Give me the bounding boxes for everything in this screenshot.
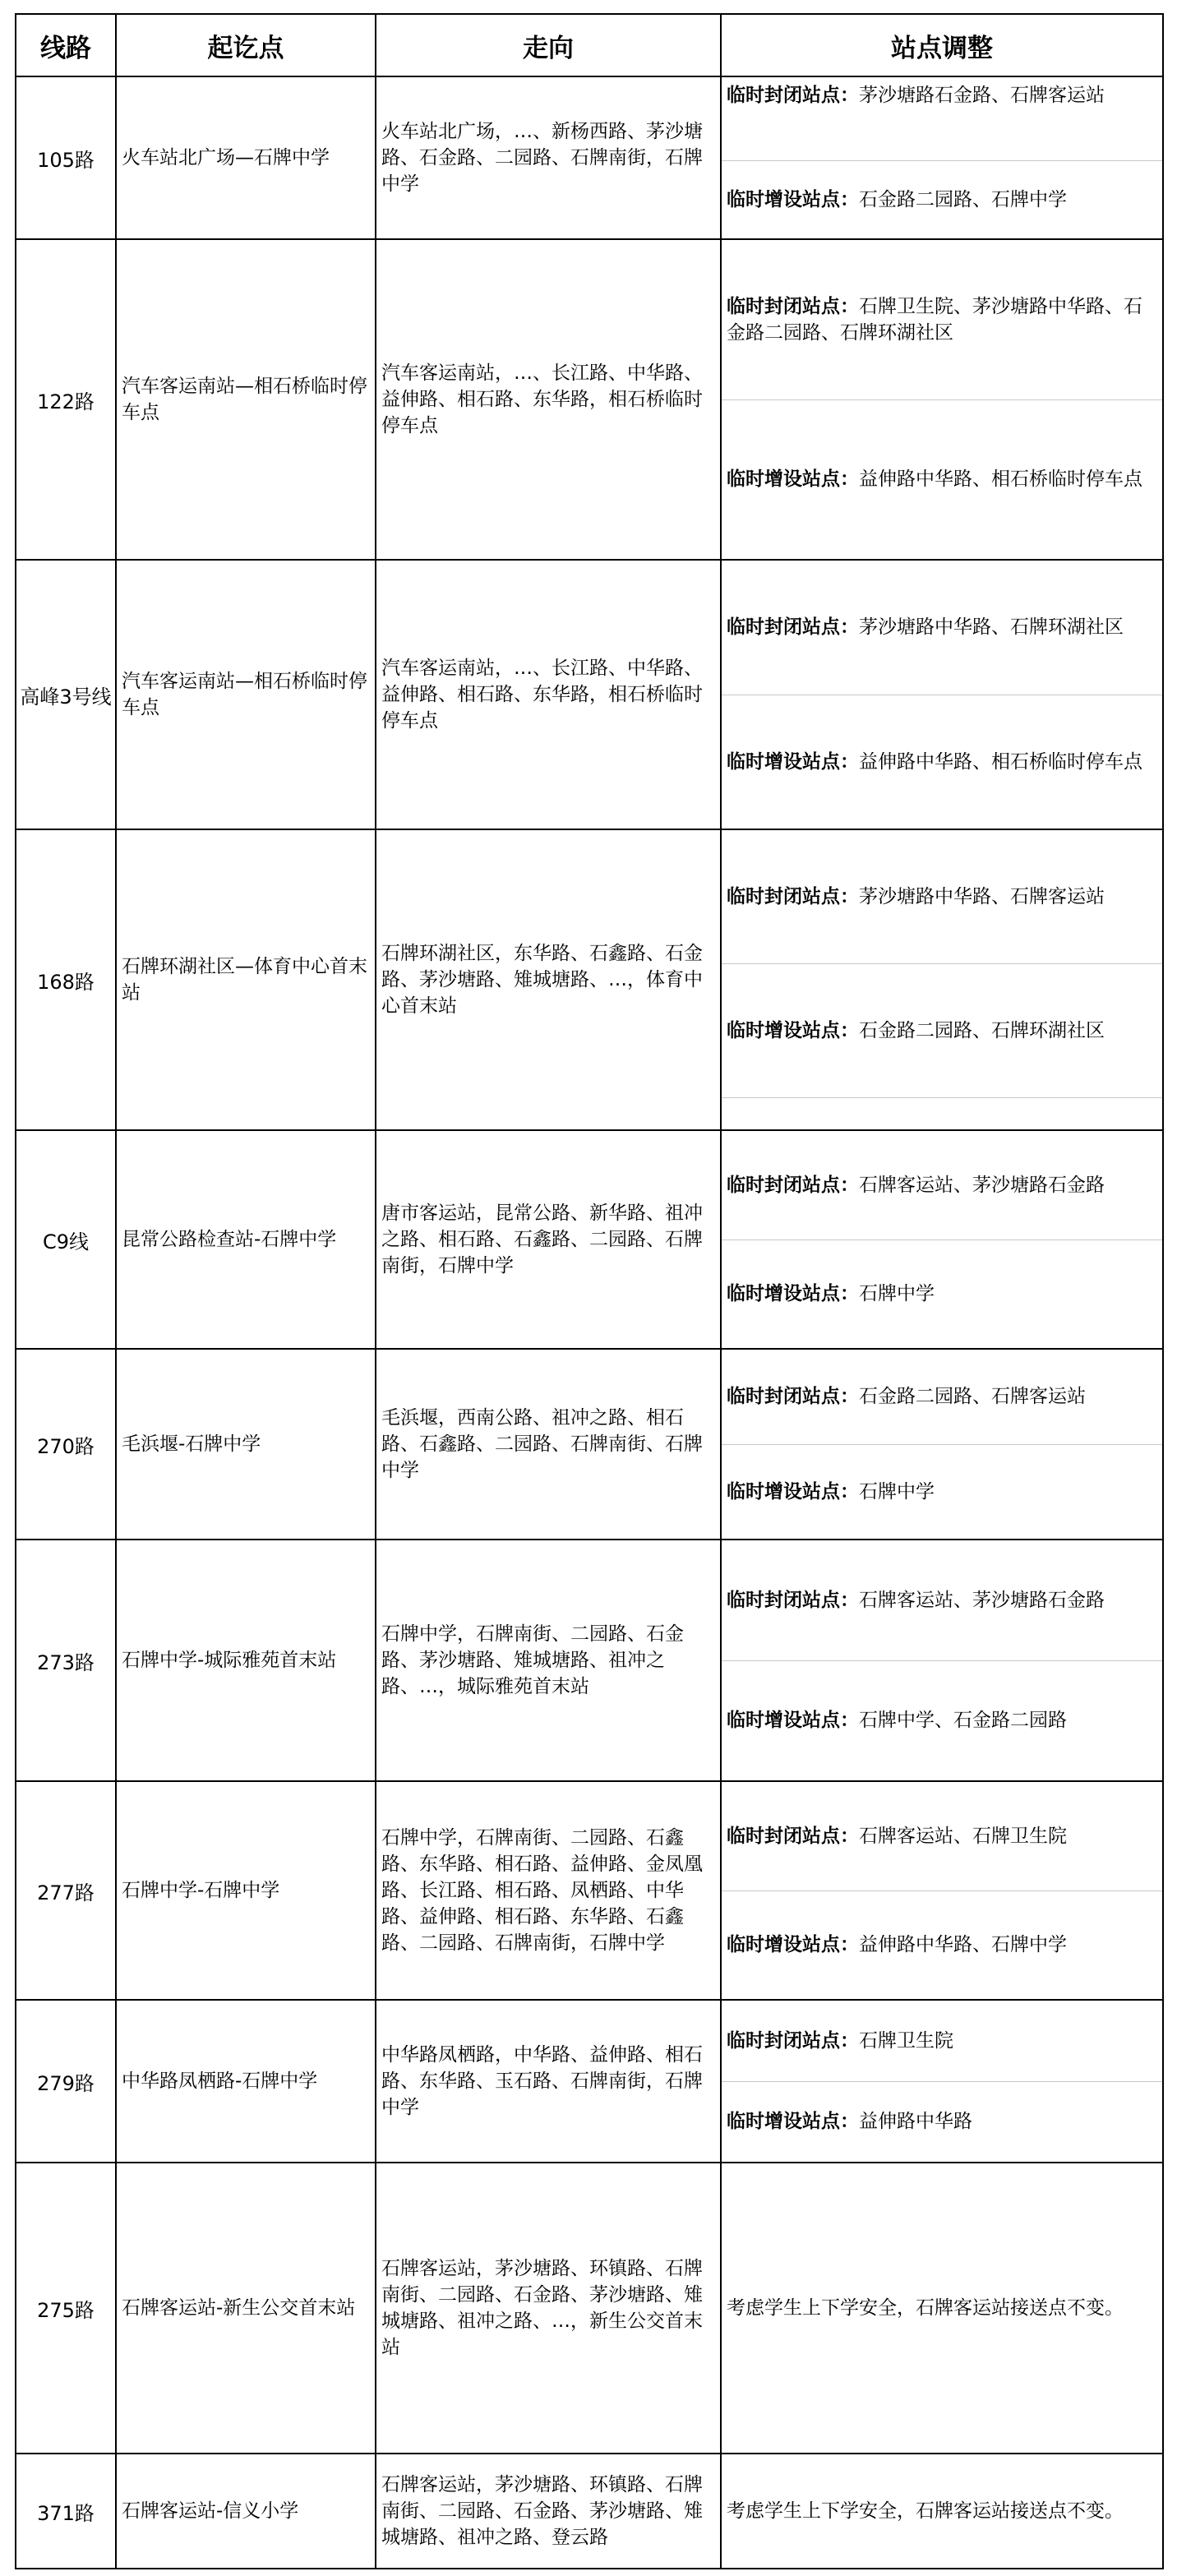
added-label: 临时增设站点： <box>727 750 859 773</box>
header-route: 走向 <box>376 14 721 76</box>
route-cell: 汽车客运南站，…、长江路、中华路、益伸路、相石路、东华路，相石桥临时停车点 <box>376 239 721 560</box>
added-value: 石金路二园路、石牌环湖社区 <box>859 1020 1105 1041</box>
closed-value: 石牌卫生院、茅沙塘路中华路、石金路二园路、石牌环湖社区 <box>727 295 1142 344</box>
route-cell: 石牌客运站，茅沙塘路、环镇路、石牌南街、二园路、石金路、茅沙塘路、雉城塘路、祖冲之路、…，新生公交首末站 <box>376 2163 721 2454</box>
added-stops <box>722 964 1162 1098</box>
line-cell: 371路 <box>16 2454 116 2569</box>
ends-cell: 石牌客运站-信义小学 <box>116 2454 376 2569</box>
closed-stops <box>722 1540 1162 1661</box>
ends-cell: 石牌中学-石牌中学 <box>116 1781 376 2000</box>
line-cell: C9线 <box>16 1130 116 1349</box>
line-cell: 122路 <box>16 239 116 560</box>
adjustment-cell <box>721 1349 1163 1540</box>
line-cell: 279路 <box>16 2000 116 2163</box>
added-stops <box>722 161 1162 239</box>
adjustment-cell <box>721 1130 1163 1349</box>
adjustment-cell <box>721 1781 1163 2000</box>
note-text: 考虑学生上下学安全，石牌客运站接送点不变。 <box>727 2500 1124 2522</box>
adjustment-cell <box>721 239 1163 560</box>
closed-value: 茅沙塘路中华路、石牌环湖社区 <box>859 616 1124 639</box>
closed-value: 石牌客运站、茅沙塘路石金路 <box>859 1174 1105 1196</box>
ends-cell: 石牌中学-城际雅苑首末站 <box>116 1540 376 1781</box>
route-cell: 火车站北广场，…、新杨西路、茅沙塘路、石金路、二园路、石牌南街，石牌中学 <box>376 76 721 239</box>
ends-cell: 石牌环湖社区—体育中心首末站 <box>116 829 376 1130</box>
adjustment-cell <box>721 829 1163 1130</box>
ends-cell: 汽车客运南站—相石桥临时停车点 <box>116 560 376 829</box>
closed-label: 临时封闭站点： <box>727 1386 859 1408</box>
line-cell: 高峰3号线 <box>16 560 116 829</box>
added-label: 临时增设站点： <box>727 2111 859 2133</box>
closed-label: 临时封闭站点： <box>727 2029 859 2052</box>
added-label: 临时增设站点： <box>727 188 859 210</box>
table-row <box>16 2000 1163 2163</box>
closed-label: 临时封闭站点： <box>727 1174 859 1196</box>
adjustment-cell <box>721 1540 1163 1781</box>
table-row <box>16 1781 1163 2000</box>
added-label: 临时增设站点： <box>727 1283 859 1305</box>
route-cell: 汽车客运南站，…、长江路、中华路、益伸路、相石路、东华路，相石桥临时停车点 <box>376 560 721 829</box>
ends-cell: 火车站北广场—石牌中学 <box>116 76 376 239</box>
closed-value: 石牌卫生院 <box>859 2029 953 2052</box>
added-stops <box>722 2082 1162 2163</box>
table-row <box>16 1349 1163 1540</box>
added-stops <box>722 1445 1162 1540</box>
closed-value: 石牌客运站、茅沙塘路石金路 <box>859 1589 1105 1611</box>
closed-stops <box>722 77 1162 161</box>
table-row <box>16 76 1163 239</box>
added-label: 临时增设站点： <box>727 1710 859 1732</box>
route-cell: 毛浜堰，西南公路、祖冲之路、相石路、石鑫路、二园路、石牌南街、石牌中学 <box>376 1349 721 1540</box>
route-cell: 石牌环湖社区，东华路、石鑫路、石金路、茅沙塘路、雉城塘路、…，体育中心首末站 <box>376 829 721 1130</box>
added-stops <box>722 1891 1162 2000</box>
adjustment-cell <box>721 76 1163 239</box>
closed-label: 临时封闭站点： <box>727 1589 859 1611</box>
closed-stops <box>722 1131 1162 1240</box>
ends-cell: 汽车客运南站—相石桥临时停车点 <box>116 239 376 560</box>
added-stops <box>722 1240 1162 1349</box>
added-value: 益伸路中华路、相石桥临时停车点 <box>859 750 1142 773</box>
closed-stops <box>722 830 1162 964</box>
table-row <box>16 2163 1163 2454</box>
added-value: 石牌中学 <box>859 1480 935 1503</box>
route-cell: 唐市客运站，昆常公路、新华路、祖冲之路、相石路、石鑫路、二园路、石牌南街，石牌中学 <box>376 1130 721 1349</box>
closed-stops <box>722 1782 1162 1891</box>
ends-cell: 毛浜堰-石牌中学 <box>116 1349 376 1540</box>
added-label: 临时增设站点： <box>727 469 859 491</box>
adjustment-cell <box>721 2000 1163 2163</box>
header-ends: 起讫点 <box>116 14 376 76</box>
closed-stops <box>722 2001 1162 2082</box>
added-stops <box>722 695 1162 829</box>
header-line: 线路 <box>16 14 116 76</box>
ends-cell: 中华路凤栖路-石牌中学 <box>116 2000 376 2163</box>
adjustment-cell <box>721 2163 1163 2454</box>
adjustment-cell <box>721 2454 1163 2569</box>
bus-adjustment-table <box>15 13 1164 2569</box>
closed-stops <box>722 561 1162 695</box>
line-cell: 105路 <box>16 76 116 239</box>
table-row <box>16 1130 1163 1349</box>
ends-cell: 昆常公路检查站-石牌中学 <box>116 1130 376 1349</box>
line-cell: 275路 <box>16 2163 116 2454</box>
closed-value: 茅沙塘路石金路、石牌客运站 <box>859 85 1105 106</box>
route-cell: 石牌中学，石牌南街、二园路、石鑫路、东华路、相石路、益伸路、金凤凰路、长江路、相石路、凤栖路、中华路、益伸路、相石路、东华路、石鑫路、二园路、石牌南街，石牌中学 <box>376 1781 721 2000</box>
added-label: 临时增设站点： <box>727 1480 859 1503</box>
table-row <box>16 1540 1163 1781</box>
closed-value: 石金路二园路、石牌客运站 <box>859 1386 1086 1408</box>
line-cell: 270路 <box>16 1349 116 1540</box>
added-value: 益伸路中华路、石牌中学 <box>859 1934 1067 1956</box>
added-value: 石金路二园路、石牌中学 <box>859 188 1067 210</box>
added-value: 益伸路中华路 <box>859 2111 972 2133</box>
added-value: 益伸路中华路、相石桥临时停车点 <box>859 469 1142 491</box>
table-row <box>16 239 1163 560</box>
added-label: 临时增设站点： <box>727 1934 859 1956</box>
header-adjustment: 站点调整 <box>721 14 1163 76</box>
added-label: 临时增设站点： <box>727 1020 859 1041</box>
closed-stops <box>722 240 1162 400</box>
header-row <box>16 14 1163 76</box>
added-stops <box>722 400 1162 560</box>
line-cell: 277路 <box>16 1781 116 2000</box>
table-row <box>16 560 1163 829</box>
route-cell: 石牌客运站，茅沙塘路、环镇路、石牌南街、二园路、石金路、茅沙塘路、雉城塘路、祖冲之路、登云路 <box>376 2454 721 2569</box>
table-row <box>16 2454 1163 2569</box>
note-text: 考虑学生上下学安全，石牌客运站接送点不变。 <box>727 2297 1124 2319</box>
closed-label: 临时封闭站点： <box>727 295 859 317</box>
added-value: 石牌中学 <box>859 1283 935 1305</box>
closed-value: 茅沙塘路中华路、石牌客运站 <box>859 886 1105 907</box>
closed-value: 石牌客运站、石牌卫生院 <box>859 1825 1067 1847</box>
route-cell: 中华路凤栖路，中华路、益伸路、相石路、东华路、玉石路、石牌南街，石牌中学 <box>376 2000 721 2163</box>
closed-label: 临时封闭站点： <box>727 886 859 907</box>
closed-label: 临时封闭站点： <box>727 85 859 106</box>
empty-slot <box>722 1098 1162 1129</box>
closed-label: 临时封闭站点： <box>727 1825 859 1847</box>
line-cell: 273路 <box>16 1540 116 1781</box>
line-cell: 168路 <box>16 829 116 1130</box>
closed-stops <box>722 1350 1162 1445</box>
added-value: 石牌中学、石金路二园路 <box>859 1710 1067 1732</box>
closed-label: 临时封闭站点： <box>727 616 859 639</box>
ends-cell: 石牌客运站-新生公交首末站 <box>116 2163 376 2454</box>
added-stops <box>722 1661 1162 1781</box>
adjustment-cell <box>721 560 1163 829</box>
route-cell: 石牌中学，石牌南街、二园路、石金路、茅沙塘路、雉城塘路、祖冲之路、…，城际雅苑首末站 <box>376 1540 721 1781</box>
table-row <box>16 829 1163 1130</box>
